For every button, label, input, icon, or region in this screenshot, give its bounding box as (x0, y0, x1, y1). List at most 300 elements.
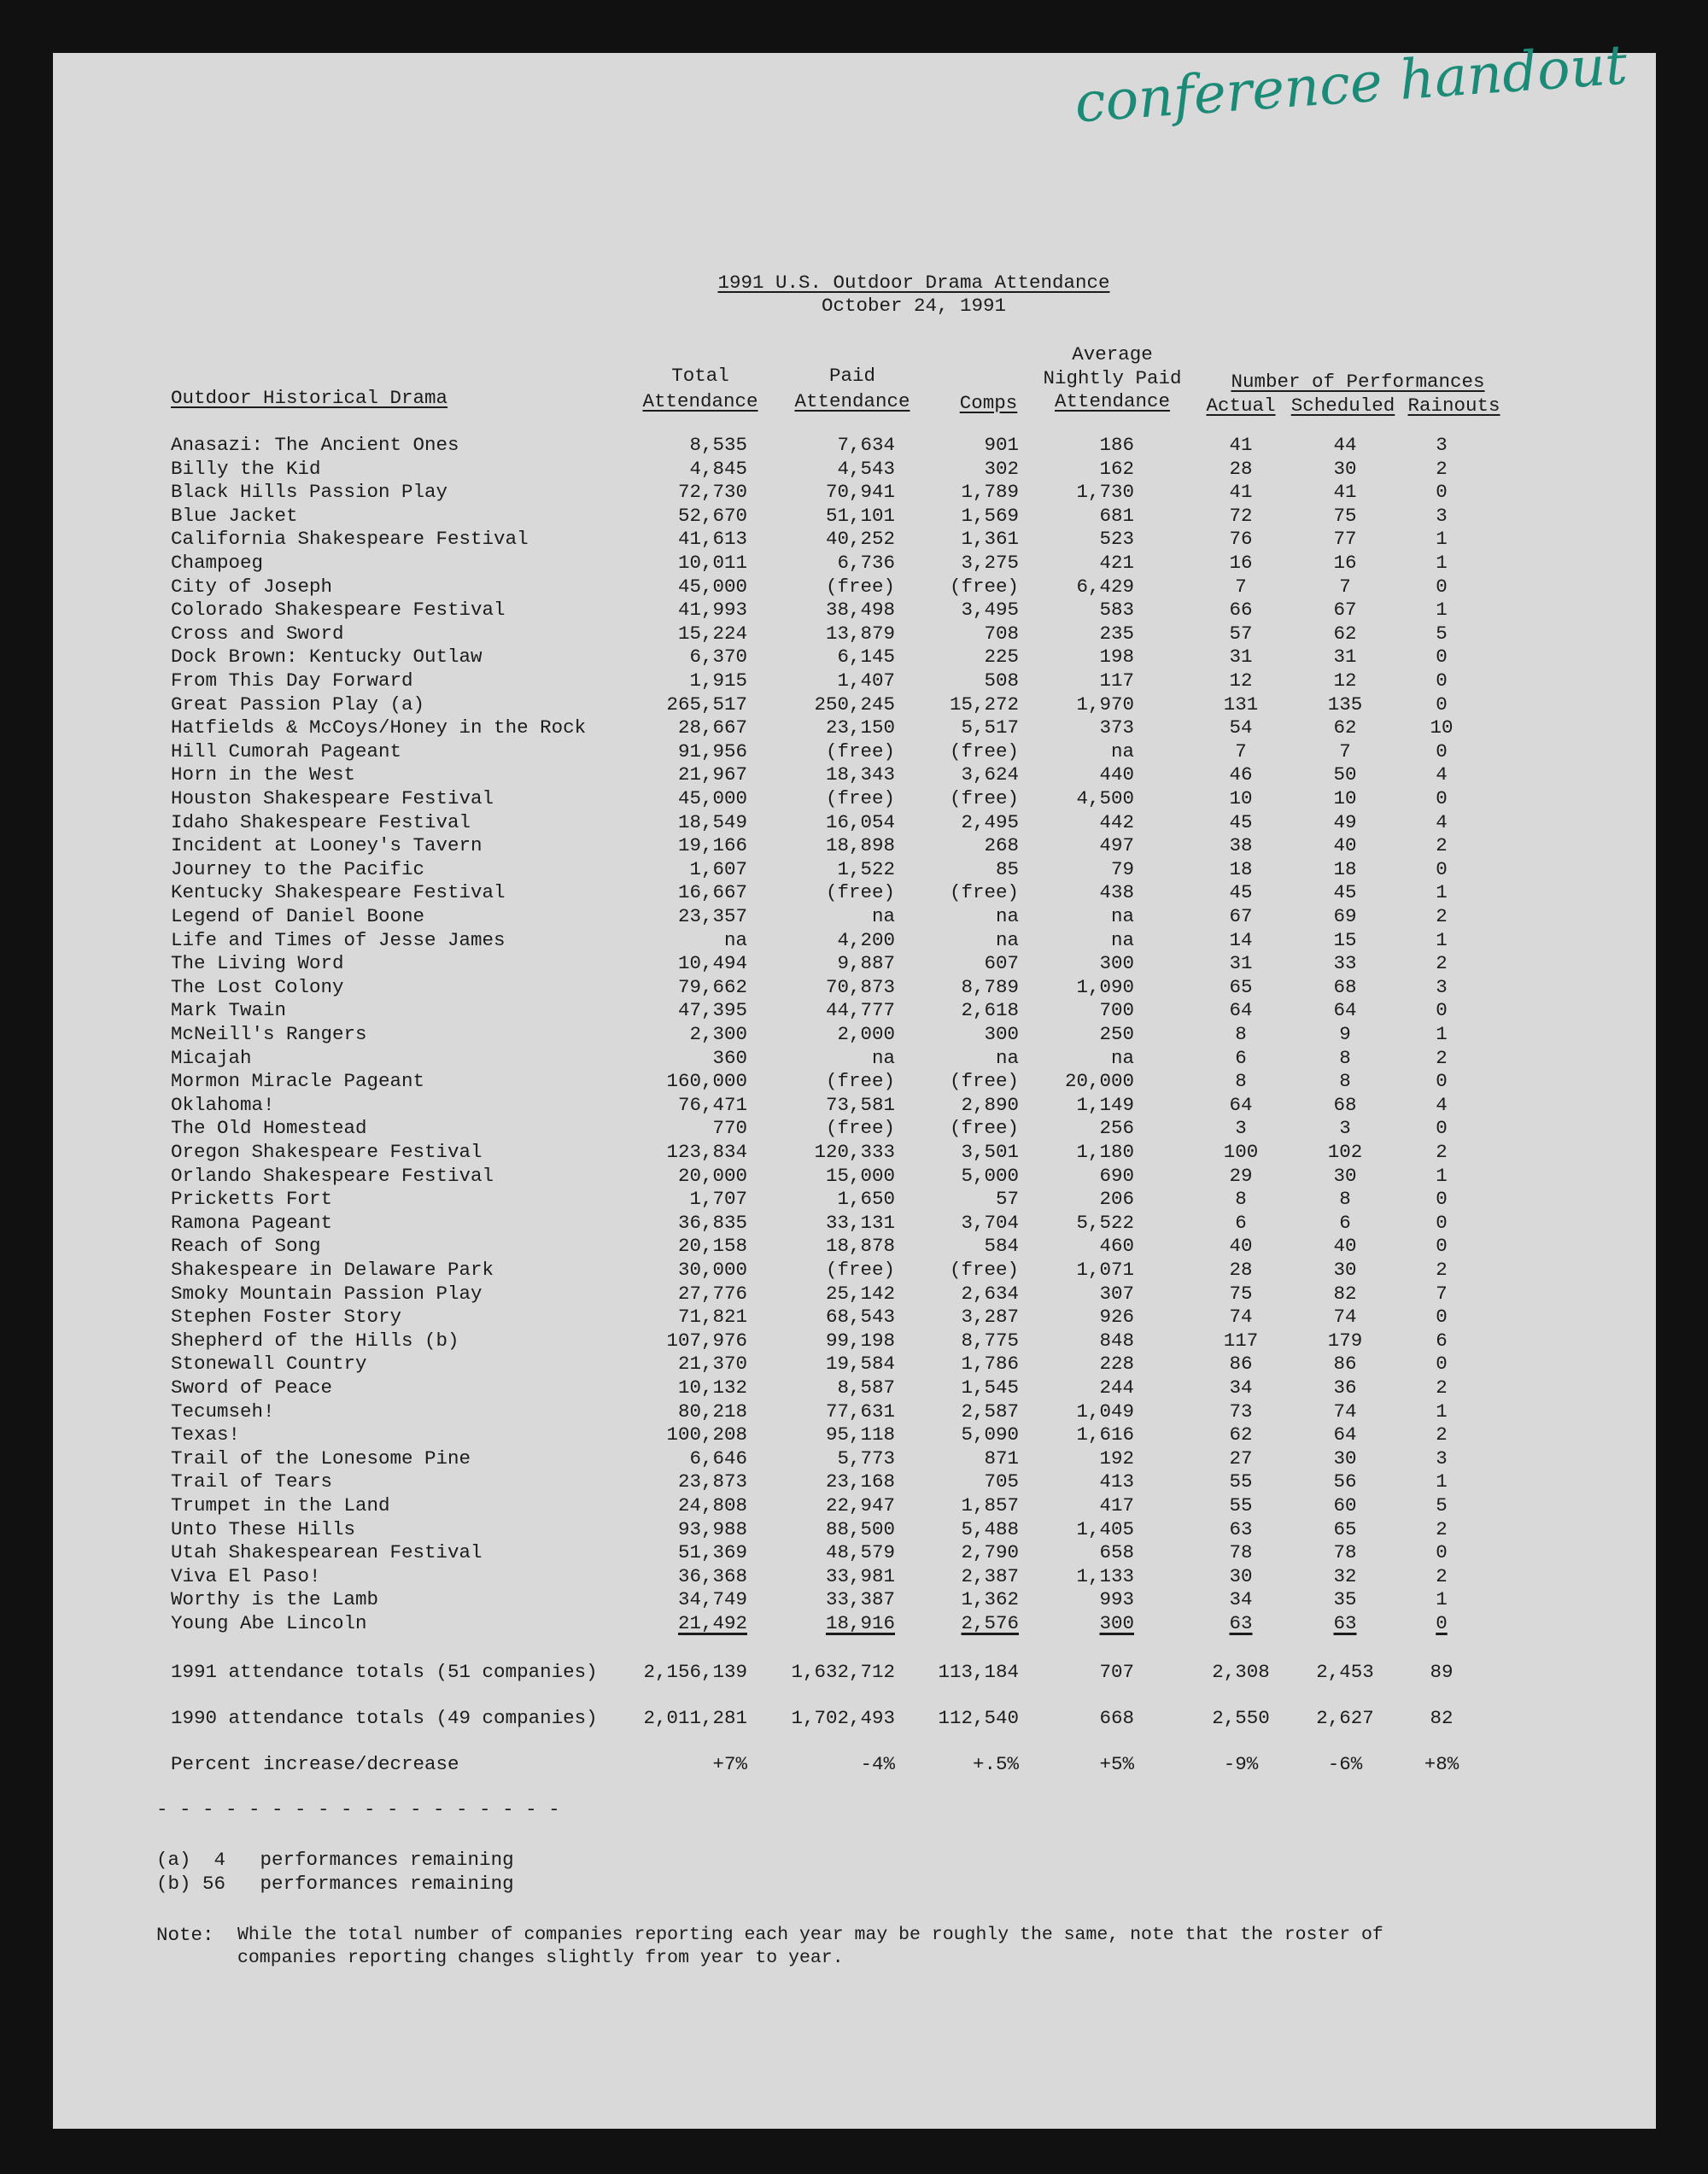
actual-performances: 64 (1229, 999, 1253, 1022)
rainouts: 0 (1436, 999, 1448, 1022)
header-avg-3: Attendance (1054, 390, 1171, 412)
scheduled-performances: 8 (1339, 1188, 1351, 1211)
rainouts: 4 (1436, 1093, 1448, 1116)
paid-attendance: 1,632,712 (791, 1661, 895, 1683)
comps: 2,618 (961, 999, 1019, 1022)
rainouts: 0 (1436, 1612, 1448, 1634)
actual-performances: 29 (1229, 1164, 1253, 1187)
total-attendance: 71,821 (677, 1306, 747, 1329)
avg-nightly-paid: 198 (1099, 646, 1134, 669)
comps: 302 (984, 457, 1019, 480)
comps: (free) (949, 881, 1019, 904)
drama-name: Percent increase/decrease (171, 1753, 459, 1775)
separator-line: - - - - - - - - - - - - - - - - - - (156, 1798, 560, 1820)
total-attendance: 27,776 (677, 1282, 747, 1305)
total-attendance: 15,224 (677, 622, 747, 645)
rainouts: 5 (1436, 1494, 1448, 1517)
actual-performances: 55 (1229, 1470, 1253, 1493)
scheduled-performances: 30 (1333, 1446, 1357, 1470)
avg-nightly-paid: 658 (1099, 1541, 1134, 1564)
drama-name: Horn in the West (171, 763, 356, 786)
avg-nightly-paid: 20,000 (1064, 1070, 1134, 1093)
total-attendance: 72,730 (677, 481, 747, 504)
comps: 5,090 (961, 1423, 1019, 1446)
drama-name: Orlando Shakespeare Festival (171, 1164, 494, 1187)
total-attendance: 4,845 (689, 457, 747, 480)
comps: na (995, 1046, 1019, 1069)
comps: 3,275 (961, 552, 1019, 574)
comps: 901 (984, 434, 1019, 456)
comps: 3,704 (961, 1211, 1019, 1234)
total-attendance: 34,749 (677, 1588, 747, 1611)
scheduled-performances: 31 (1333, 646, 1357, 669)
rainouts: 0 (1436, 1211, 1448, 1234)
scheduled-performances: 68 (1333, 975, 1357, 998)
rainouts: 1 (1436, 1023, 1448, 1045)
totals-row (0, 1707, 1708, 1730)
avg-nightly-paid: 1,405 (1076, 1517, 1134, 1540)
drama-name: Reach of Song (171, 1235, 321, 1258)
table-row (0, 622, 1708, 646)
paid-attendance: 23,150 (825, 716, 895, 739)
comps: 113,184 (938, 1661, 1019, 1683)
table-row (0, 834, 1708, 857)
total-attendance: 2,300 (689, 1023, 747, 1045)
total-attendance: 1,707 (689, 1188, 747, 1211)
table-row (0, 1165, 1708, 1188)
scheduled-performances: 60 (1333, 1494, 1357, 1517)
avg-nightly-paid: 256 (1099, 1117, 1134, 1140)
total-attendance: 1,915 (689, 669, 747, 692)
table-row (0, 1259, 1708, 1282)
comps: 1,361 (961, 528, 1019, 551)
actual-performances: 46 (1229, 763, 1253, 786)
actual-performances: 18 (1229, 857, 1253, 880)
rainouts: 4 (1436, 810, 1448, 833)
actual-performances: 30 (1229, 1564, 1253, 1587)
table-row (0, 1283, 1708, 1306)
scheduled-performances: 7 (1339, 739, 1351, 763)
table-row (0, 905, 1708, 928)
avg-nightly-paid: na (1110, 905, 1134, 927)
drama-name: California Shakespeare Festival (171, 528, 529, 551)
actual-performances: 66 (1229, 599, 1253, 622)
rainouts: 4 (1436, 763, 1448, 786)
rainouts: 2 (1436, 1564, 1448, 1587)
total-attendance: 123,834 (666, 1141, 747, 1163)
scheduled-performances: 12 (1333, 669, 1357, 692)
paid-attendance: (free) (825, 739, 895, 763)
table-row (0, 999, 1708, 1022)
table-row (0, 1141, 1708, 1164)
comps: 225 (984, 646, 1019, 669)
actual-performances: 8 (1235, 1023, 1247, 1045)
drama-name: Black Hills Passion Play (171, 481, 448, 504)
table-row (0, 1376, 1708, 1400)
table-row (0, 1400, 1708, 1423)
rainouts: +8% (1424, 1753, 1459, 1775)
total-attendance: 36,835 (677, 1211, 747, 1234)
drama-name: Dock Brown: Kentucky Outlaw (171, 646, 483, 669)
comps: 2,495 (961, 810, 1019, 833)
paid-attendance: 77,631 (825, 1400, 895, 1423)
actual-performances: 64 (1229, 1093, 1253, 1116)
avg-nightly-paid: 244 (1099, 1376, 1134, 1399)
total-attendance: 41,993 (677, 599, 747, 622)
comps: 3,501 (961, 1141, 1019, 1163)
actual-performances: 41 (1229, 434, 1253, 456)
rainouts: 2 (1436, 905, 1448, 927)
rainouts: 1 (1436, 1164, 1448, 1187)
scheduled-performances: 64 (1333, 999, 1357, 1022)
rainouts: 1 (1436, 552, 1448, 574)
header-scheduled: Scheduled (1290, 394, 1395, 417)
total-attendance: 41,613 (677, 528, 747, 551)
rainouts: 0 (1436, 1070, 1448, 1093)
actual-performances: 8 (1235, 1070, 1247, 1093)
total-attendance: 2,156,139 (643, 1661, 747, 1683)
scheduled-performances: 9 (1339, 1023, 1351, 1045)
avg-nightly-paid: 707 (1099, 1661, 1134, 1683)
paid-attendance: 70,873 (825, 975, 895, 998)
drama-name: Trail of the Lonesome Pine (171, 1446, 471, 1470)
total-attendance: 107,976 (666, 1329, 747, 1352)
total-attendance: 18,549 (677, 810, 747, 833)
paid-attendance: 7,634 (837, 434, 895, 456)
actual-performances: 28 (1229, 457, 1253, 480)
rainouts: 1 (1436, 1470, 1448, 1493)
table-row (0, 505, 1708, 528)
total-attendance: 93,988 (677, 1517, 747, 1540)
total-attendance: 21,370 (677, 1353, 747, 1376)
paid-attendance: 250,245 (814, 693, 895, 716)
table-row (0, 1023, 1708, 1046)
paid-attendance: 70,941 (825, 481, 895, 504)
avg-nightly-paid: 228 (1099, 1353, 1134, 1376)
scheduled-performances: 18 (1333, 857, 1357, 880)
total-attendance: 19,166 (677, 834, 747, 857)
table-row (0, 1447, 1708, 1470)
comps: (free) (949, 1117, 1019, 1140)
table-row (0, 1330, 1708, 1353)
actual-performances: 65 (1229, 975, 1253, 998)
paid-attendance: 73,581 (825, 1093, 895, 1116)
drama-name: Oklahoma! (171, 1093, 275, 1116)
table-row (0, 458, 1708, 481)
comps: 1,362 (961, 1588, 1019, 1611)
total-attendance: 100,208 (666, 1423, 747, 1446)
drama-name: Texas! (171, 1423, 241, 1446)
scheduled-performances: 45 (1333, 881, 1357, 904)
drama-name: Worthy is the Lamb (171, 1588, 379, 1611)
avg-nightly-paid: 186 (1099, 434, 1134, 456)
paid-attendance: 1,522 (837, 857, 895, 880)
drama-name: Shepherd of the Hills (b) (171, 1329, 459, 1352)
avg-nightly-paid: 235 (1099, 622, 1134, 645)
rainouts: 2 (1436, 1376, 1448, 1399)
total-attendance: 21,967 (677, 763, 747, 786)
paid-attendance: 5,773 (837, 1446, 895, 1470)
drama-name: 1990 attendance totals (49 companies) (171, 1707, 598, 1729)
comps: 508 (984, 669, 1019, 692)
avg-nightly-paid: 926 (1099, 1306, 1134, 1329)
rainouts: 89 (1430, 1661, 1454, 1683)
comps: 607 (984, 952, 1019, 975)
rainouts: 0 (1436, 1306, 1448, 1329)
table-row (0, 1423, 1708, 1446)
comps: (free) (949, 739, 1019, 763)
actual-performances: 7 (1235, 739, 1247, 763)
total-attendance: 160,000 (666, 1070, 747, 1093)
scheduled-performances: 8 (1339, 1046, 1351, 1069)
comps: (free) (949, 1070, 1019, 1093)
rainouts: 0 (1436, 1541, 1448, 1564)
rainouts: 2 (1436, 457, 1448, 480)
avg-nightly-paid: 1,049 (1076, 1400, 1134, 1423)
table-row (0, 1117, 1708, 1140)
avg-nightly-paid: 206 (1099, 1188, 1134, 1211)
paid-attendance: 25,142 (825, 1282, 895, 1305)
table-row (0, 1094, 1708, 1117)
paid-attendance: 6,736 (837, 552, 895, 574)
drama-name: Legend of Daniel Boone (171, 905, 425, 927)
drama-name: Blue Jacket (171, 504, 298, 527)
rainouts: 0 (1436, 646, 1448, 669)
actual-performances: 31 (1229, 646, 1253, 669)
rainouts: 0 (1436, 1117, 1448, 1140)
total-attendance: 10,494 (677, 952, 747, 975)
paid-attendance: 4,200 (837, 928, 895, 951)
scheduled-performances: 2,453 (1316, 1661, 1374, 1683)
comps: (free) (949, 787, 1019, 809)
actual-performances: 76 (1229, 528, 1253, 551)
scheduled-performances: 30 (1333, 457, 1357, 480)
total-attendance: 10,011 (677, 552, 747, 574)
table-row (0, 528, 1708, 551)
table-row (0, 740, 1708, 763)
scheduled-performances: 74 (1333, 1400, 1357, 1423)
comps: 2,890 (961, 1093, 1019, 1116)
drama-name: Stonewall Country (171, 1353, 367, 1376)
rainouts: 2 (1436, 1046, 1448, 1069)
note-line-1: While the total number of companies reporting each year may be roughly the same, note that the roster of (237, 1925, 1383, 1945)
actual-performances: 38 (1229, 834, 1253, 857)
actual-performances: 54 (1229, 716, 1253, 739)
drama-name: The Living Word (171, 952, 344, 975)
paid-attendance: 16,054 (825, 810, 895, 833)
rainouts: 0 (1436, 481, 1448, 504)
drama-name: Utah Shakespearean Festival (171, 1541, 483, 1564)
drama-name: Oregon Shakespeare Festival (171, 1141, 483, 1163)
header-avg-1: Average (1072, 343, 1153, 365)
drama-name: Idaho Shakespeare Festival (171, 810, 471, 833)
total-attendance: 28,667 (677, 716, 747, 739)
comps: 2,790 (961, 1541, 1019, 1564)
avg-nightly-paid: 1,616 (1076, 1423, 1134, 1446)
actual-performances: 28 (1229, 1259, 1253, 1281)
paid-attendance: 15,000 (825, 1164, 895, 1187)
paid-attendance: 68,543 (825, 1306, 895, 1329)
table-row (0, 1588, 1708, 1611)
comps: 2,387 (961, 1564, 1019, 1587)
scheduled-performances: 35 (1333, 1588, 1357, 1611)
comps: 2,634 (961, 1282, 1019, 1305)
actual-performances: 73 (1229, 1400, 1253, 1423)
comps: 300 (984, 1023, 1019, 1045)
actual-performances: 63 (1229, 1517, 1253, 1540)
drama-name: Viva El Paso! (171, 1564, 321, 1587)
total-attendance: 10,132 (677, 1376, 747, 1399)
scheduled-performances: 30 (1333, 1259, 1357, 1281)
total-attendance: 21,492 (677, 1612, 747, 1634)
totals-row (0, 1661, 1708, 1684)
paid-attendance: 18,916 (825, 1612, 895, 1634)
scheduled-performances: 82 (1333, 1282, 1357, 1305)
avg-nightly-paid: 79 (1110, 857, 1134, 880)
paid-attendance: 18,898 (825, 834, 895, 857)
document-title: 1991 U.S. Outdoor Drama Attendance (717, 272, 1110, 294)
comps: (free) (949, 575, 1019, 598)
paid-attendance: 33,981 (825, 1564, 895, 1587)
actual-performances: 34 (1229, 1376, 1253, 1399)
actual-performances: 10 (1229, 787, 1253, 809)
total-attendance: 2,011,281 (643, 1707, 747, 1729)
rainouts: 0 (1436, 575, 1448, 598)
scheduled-performances: -6% (1327, 1753, 1363, 1775)
actual-performances: 75 (1229, 1282, 1253, 1305)
footnote-b: (b) 56 performances remaining (156, 1873, 514, 1895)
drama-name: Cross and Sword (171, 622, 344, 645)
avg-nightly-paid: 1,730 (1076, 481, 1134, 504)
paid-attendance: (free) (825, 1070, 895, 1093)
comps: 708 (984, 622, 1019, 645)
scheduled-performances: 62 (1333, 716, 1357, 739)
paid-attendance: (free) (825, 1117, 895, 1140)
drama-name: Smoky Mountain Passion Play (171, 1282, 483, 1305)
paid-attendance: 33,387 (825, 1588, 895, 1611)
footnote-a: (a) 4 performances remaining (156, 1849, 514, 1871)
comps: 1,569 (961, 504, 1019, 527)
scheduled-performances: 36 (1333, 1376, 1357, 1399)
rainouts: 3 (1436, 504, 1448, 527)
drama-name: Micajah (171, 1046, 252, 1069)
scheduled-performances: 32 (1333, 1564, 1357, 1587)
total-attendance: 16,667 (677, 881, 747, 904)
drama-name: The Lost Colony (171, 975, 344, 998)
drama-name: 1991 attendance totals (51 companies) (171, 1661, 598, 1683)
actual-performances: 45 (1229, 810, 1253, 833)
scheduled-performances: 56 (1333, 1470, 1357, 1493)
rainouts: 2 (1436, 1423, 1448, 1446)
scheduled-performances: 77 (1333, 528, 1357, 551)
table-row (0, 1470, 1708, 1493)
comps: 1,857 (961, 1494, 1019, 1517)
table-row (0, 1070, 1708, 1093)
avg-nightly-paid: 700 (1099, 999, 1134, 1022)
avg-nightly-paid: 460 (1099, 1235, 1134, 1258)
rainouts: 0 (1436, 1235, 1448, 1258)
comps: 584 (984, 1235, 1019, 1258)
actual-performances: 63 (1229, 1612, 1253, 1634)
rainouts: 5 (1436, 622, 1448, 645)
scheduled-performances: 6 (1339, 1211, 1351, 1234)
scheduled-performances: 44 (1333, 434, 1357, 456)
table-row (0, 481, 1708, 504)
scheduled-performances: 40 (1333, 834, 1357, 857)
scheduled-performances: 8 (1339, 1070, 1351, 1093)
actual-performances: 12 (1229, 669, 1253, 692)
actual-performances: -9% (1223, 1753, 1259, 1775)
scheduled-performances: 2,627 (1316, 1707, 1374, 1729)
scheduled-performances: 7 (1339, 575, 1351, 598)
avg-nightly-paid: 583 (1099, 599, 1134, 622)
actual-performances: 34 (1229, 1588, 1253, 1611)
header-paid-2: Attendance (794, 390, 910, 412)
total-attendance: 36,368 (677, 1564, 747, 1587)
total-attendance: 51,369 (677, 1541, 747, 1564)
avg-nightly-paid: 307 (1099, 1282, 1134, 1305)
header-total-1: Total (671, 365, 729, 387)
avg-nightly-paid: na (1110, 739, 1134, 763)
totals-row (0, 1753, 1708, 1776)
rainouts: 0 (1436, 669, 1448, 692)
table-row (0, 881, 1708, 904)
scheduled-performances: 69 (1333, 905, 1357, 927)
drama-name: Tecumseh! (171, 1400, 275, 1423)
avg-nightly-paid: 250 (1099, 1023, 1134, 1045)
comps: 3,624 (961, 763, 1019, 786)
paid-attendance: 40,252 (825, 528, 895, 551)
table-row (0, 1306, 1708, 1329)
paid-attendance: 51,101 (825, 504, 895, 527)
paid-attendance: 99,198 (825, 1329, 895, 1352)
paid-attendance: 4,543 (837, 457, 895, 480)
drama-name: City of Joseph (171, 575, 333, 598)
actual-performances: 2,308 (1212, 1661, 1270, 1683)
actual-performances: 40 (1229, 1235, 1253, 1258)
paid-attendance: (free) (825, 881, 895, 904)
avg-nightly-paid: 442 (1099, 810, 1134, 833)
actual-performances: 6 (1235, 1211, 1247, 1234)
scheduled-performances: 41 (1333, 481, 1357, 504)
scheduled-performances: 65 (1333, 1517, 1357, 1540)
actual-performances: 100 (1223, 1141, 1259, 1163)
total-attendance: 8,535 (689, 434, 747, 456)
table-row (0, 576, 1708, 599)
table-row (0, 976, 1708, 999)
avg-nightly-paid: 690 (1099, 1164, 1134, 1187)
comps: 871 (984, 1446, 1019, 1470)
table-row (0, 1612, 1708, 1635)
comps: 15,272 (949, 693, 1019, 716)
drama-name: Pricketts Fort (171, 1188, 333, 1211)
table-row (0, 1518, 1708, 1541)
avg-nightly-paid: 421 (1099, 552, 1134, 574)
scheduled-performances: 33 (1333, 952, 1357, 975)
note-label: Note: (156, 1924, 214, 1946)
table-row (0, 669, 1708, 693)
rainouts: 10 (1430, 716, 1454, 739)
actual-performances: 78 (1229, 1541, 1253, 1564)
drama-name: Champoeg (171, 552, 264, 574)
table-row (0, 858, 1708, 881)
scheduled-performances: 86 (1333, 1353, 1357, 1376)
actual-performances: 117 (1223, 1329, 1259, 1352)
paid-attendance: 44,777 (825, 999, 895, 1022)
scheduled-performances: 3 (1339, 1117, 1351, 1140)
avg-nightly-paid: 848 (1099, 1329, 1134, 1352)
header-avg-2: Nightly Paid (1043, 367, 1182, 389)
